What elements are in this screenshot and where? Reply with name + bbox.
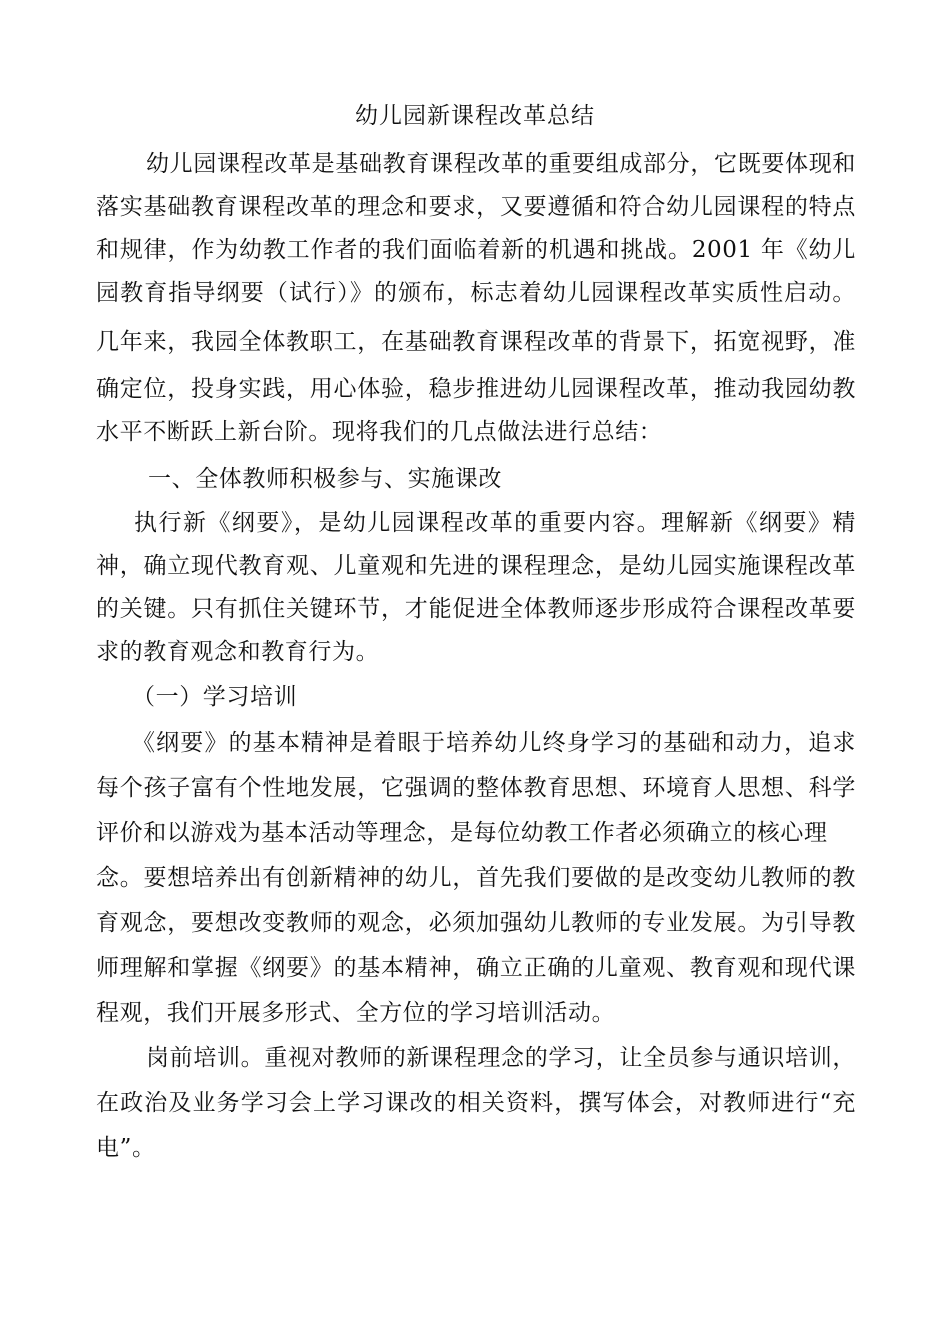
paragraph-line: 师理解和掌握《纲要》的基本精神，确立正确的儿童观、教育观和现代课 — [96, 955, 856, 981]
paragraph-line: 和规律，作为幼教工作者的我们面临着新的机遇和挑战。2001 年《幼儿 — [96, 237, 856, 263]
document-title: 幼儿园新课程改革总结 — [355, 103, 595, 129]
paragraph-line: 几年来，我园全体教职工，在基础教育课程改革的背景下，拓宽视野，准 — [96, 329, 856, 355]
paragraph-line: 执行新《纲要》，是幼儿园课程改革的重要内容。理解新《纲要》精 — [134, 510, 856, 536]
paragraph-line: 水平不断跃上新台阶。现将我们的几点做法进行总结： — [96, 419, 663, 445]
paragraph-line: 求的教育观念和教育行为。 — [96, 639, 380, 665]
paragraph-line: 在政治及业务学习会上学习课改的相关资料，撰写体会，对教师进行“充 — [96, 1090, 856, 1116]
paragraph-line: 《纲要》的基本精神是着眼于培养幼儿终身学习的基础和动力，追求 — [132, 730, 856, 756]
paragraph-line: 岗前培训。重视对教师的新课程理念的学习，让全员参与通识培训， — [146, 1045, 856, 1071]
paragraph-line: 程观，我们开展多形式、全方位的学习培训活动。 — [96, 1000, 616, 1026]
section-heading: 一、全体教师积极参与、实施课改 — [148, 466, 502, 492]
paragraph-line: 幼儿园课程改革是基础教育课程改革的重要组成部分，它既要体现和 — [146, 151, 856, 177]
paragraph-line: 园教育指导纲要（试行）》的颁布，标志着幼儿园课程改革实质性启动。 — [96, 280, 856, 306]
paragraph-line: 电”。 — [96, 1135, 156, 1161]
paragraph-line: 落实基础教育课程改革的理念和要求，又要遵循和符合幼儿园课程的特点 — [96, 194, 856, 220]
paragraph-line: 育观念，要想改变教师的观念，必须加强幼儿教师的专业发展。为引导教 — [96, 910, 856, 936]
paragraph-line: 评价和以游戏为基本活动等理念，是每位幼教工作者必须确立的核心理 — [96, 820, 828, 846]
paragraph-line: 神，确立现代教育观、儿童观和先进的课程理念，是幼儿园实施课程改革 — [96, 553, 856, 579]
paragraph-line: 确定位，投身实践，用心体验，稳步推进幼儿园课程改革，推动我园幼教 — [96, 376, 856, 402]
paragraph-line: 念。要想培养出有创新精神的幼儿，首先我们要做的是改变幼儿教师的教 — [96, 865, 856, 891]
paragraph-line: 的关键。只有抓住关键环节，才能促进全体教师逐步形成符合课程改革要 — [96, 596, 856, 622]
paragraph-line: 每个孩子富有个性地发展，它强调的整体教育思想、环境育人思想、科学 — [96, 775, 856, 801]
subsection-heading: （一）学习培训 — [132, 684, 298, 710]
